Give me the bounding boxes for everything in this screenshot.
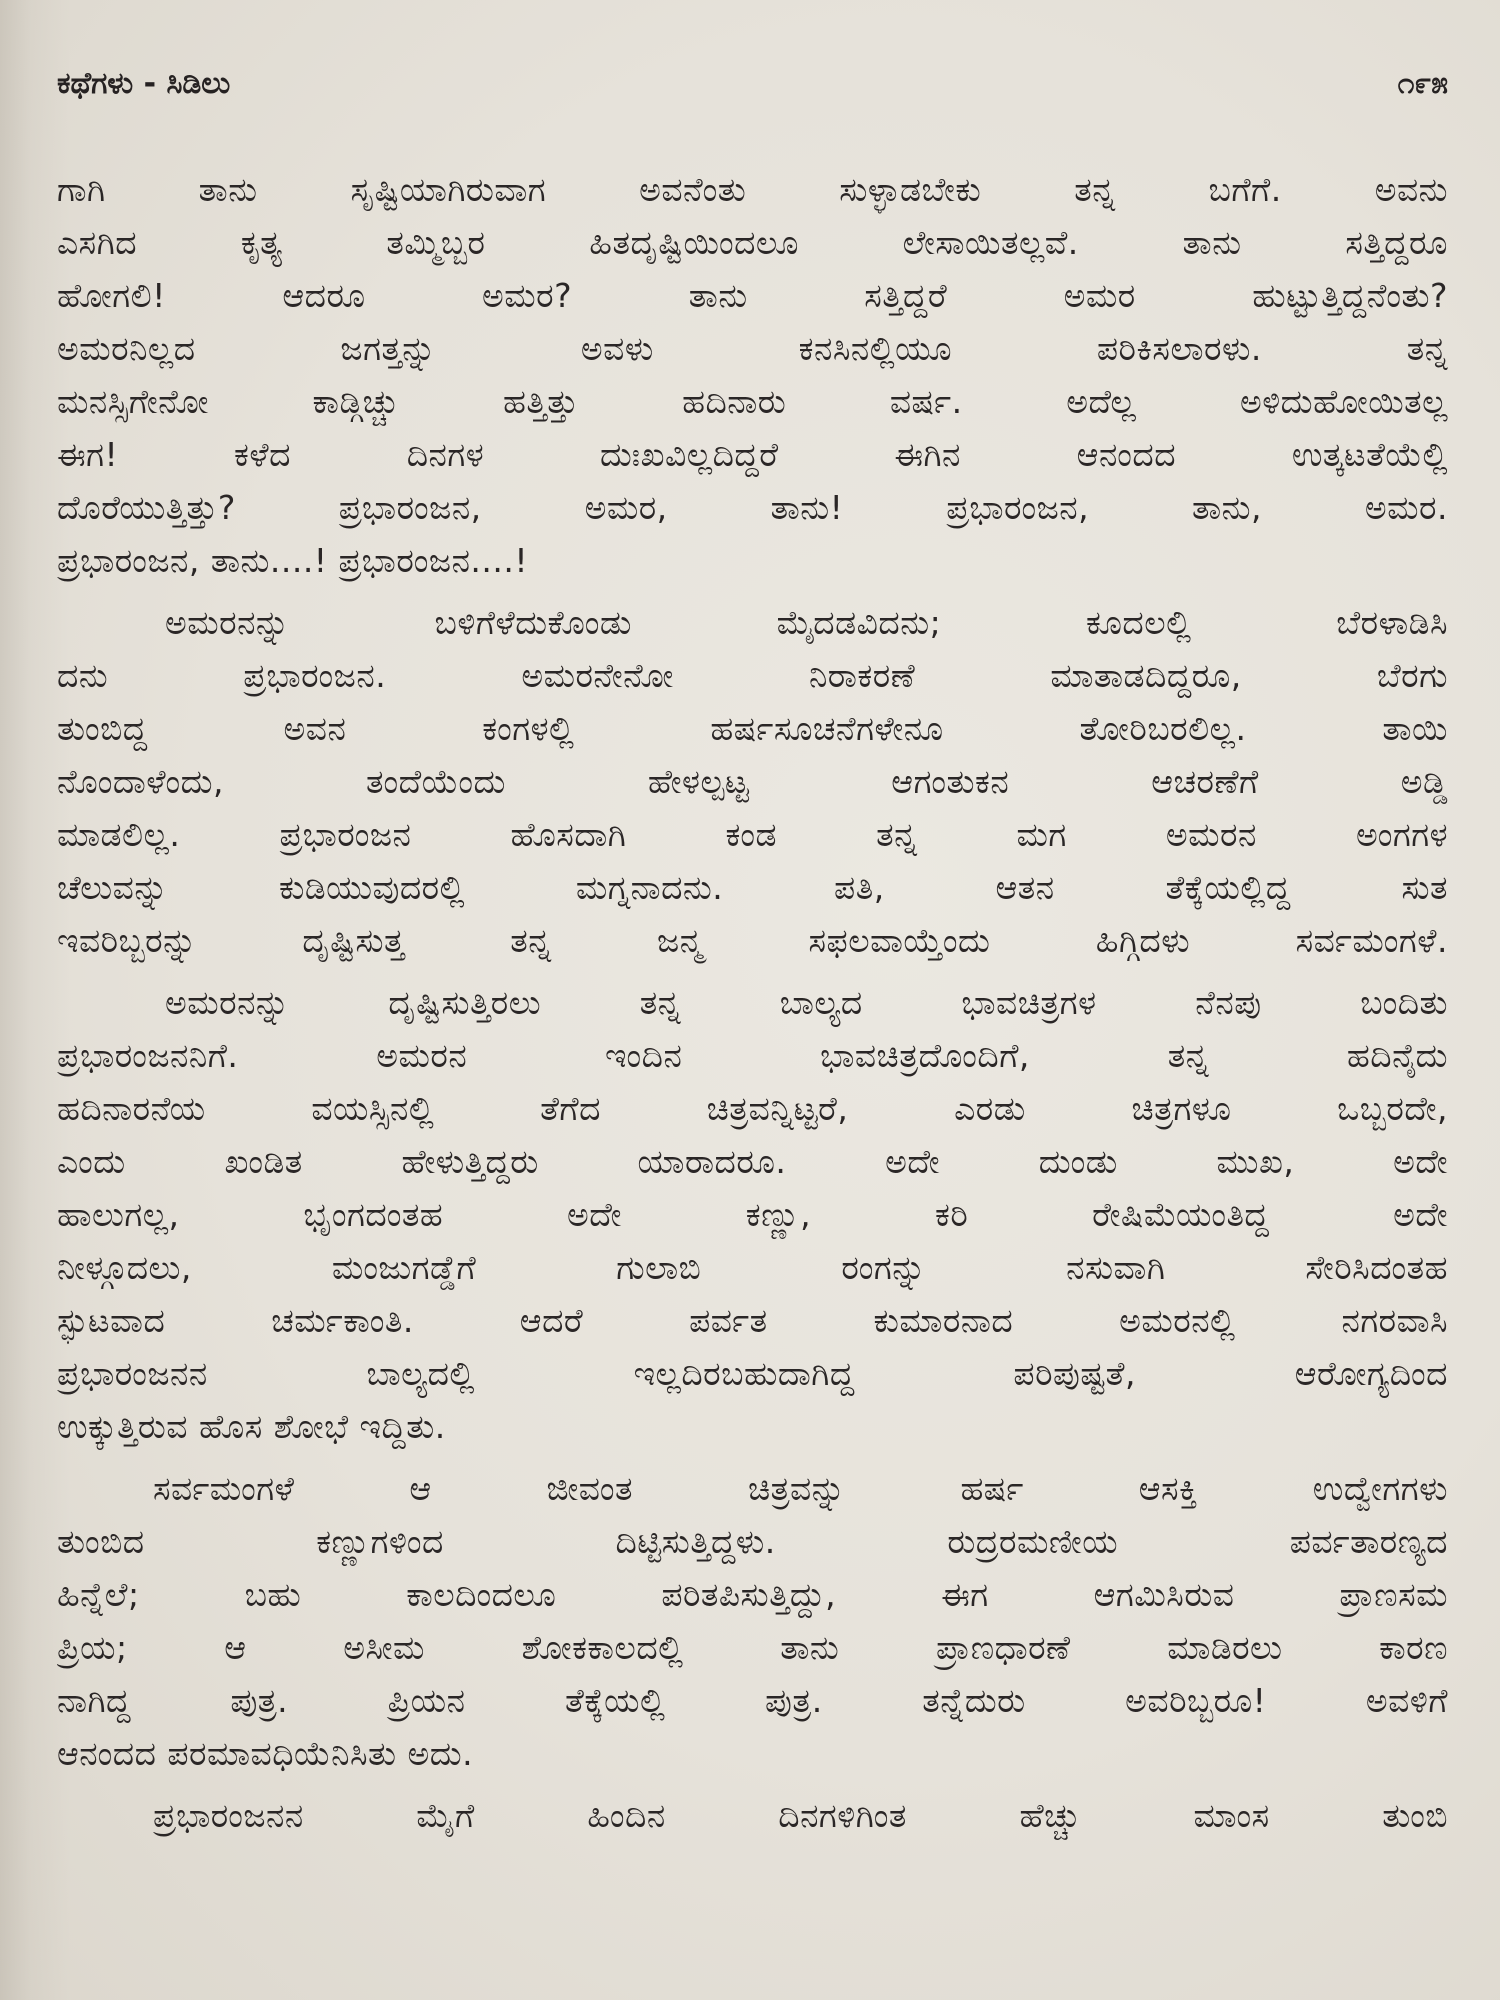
running-head-title: ಕಥೆಗಳು - ಸಿಡಿಲು	[57, 65, 231, 101]
text-line: ಪ್ರಭಾರಂಜನ, ತಾನು....! ಪ್ರಭಾರಂಜನ....!	[57, 541, 529, 580]
body-text	[57, 163, 1448, 1842]
text-line: ಗಾಗಿ ತಾನು ಸೃಷ್ಟಿಯಾಗಿರುವಾಗ ಅವನೆಂತು ಸುಳ್ಳಾಡಬೇಕು ತನ್ನ ಬಗೆಗೆ. ಅವನು	[57, 170, 1448, 209]
text-line: ದನು ಪ್ರಭಾರಂಜನ. ಅಮರನೇನೋ ನಿರಾಕರಣೆ ಮಾತಾಡದಿದ್ದರೂ, ಬೆರಗು	[57, 656, 1448, 695]
text-line: ಪ್ರಭಾರಂಜನನಿಗೆ. ಅಮರನ ಇಂದಿನ ಭಾವಚಿತ್ರದೊಂದಿಗೆ, ತನ್ನ ಹದಿನೈದು	[57, 1036, 1448, 1075]
text-line: ಪ್ರಭಾರಂಜನನ ಮೈಗೆ ಹಿಂದಿನ ದಿನಗಳಿಗಿಂತ ಹೆಚ್ಚು ಮಾಂಸ ತುಂಬಿ	[153, 1796, 1448, 1835]
text-line: ಅಮರನನ್ನು ಬಳಿಗೆಳೆದುಕೊಂಡು ಮೈದಡವಿದನು; ಕೂದಲಲ್ಲಿ ಬೆರಳಾಡಿಸಿ	[165, 603, 1448, 642]
paragraph	[57, 1789, 1448, 1842]
text-line: ಪ್ರಭಾರಂಜನನ ಬಾಲ್ಯದಲ್ಲಿ ಇಲ್ಲದಿರಬಹುದಾಗಿದ್ದ ಪರಿಪುಷ್ಟತೆ, ಆರೋಗ್ಯದಿಂದ	[57, 1354, 1448, 1393]
text-line: ಹಿನ್ನೆಲೆ; ಬಹು ಕಾಲದಿಂದಲೂ ಪರಿತಪಿಸುತ್ತಿದ್ದು, ಈಗ ಆಗಮಿಸಿರುವ ಪ್ರಾಣಸಮ	[57, 1575, 1448, 1614]
text-line: ಆನಂದದ ಪರಮಾವಧಿಯೆನಿಸಿತು ಅದು.	[57, 1734, 474, 1773]
text-line: ನೊಂದಾಳೆಂದು, ತಂದೆಯೆಂದು ಹೇಳಲ್ಪಟ್ಟ ಆಗಂತುಕನ ಆಚರಣೆಗೆ ಅಡ್ಡಿ	[57, 762, 1448, 801]
text-line: ಅಮರನಿಲ್ಲದ ಜಗತ್ತನ್ನು ಅವಳು ಕನಸಿನಲ್ಲಿಯೂ ಪರಿಕಿಸಲಾರಳು. ತನ್ನ	[57, 329, 1448, 368]
text-line: ತುಂಬಿದ್ದ ಅವನ ಕಂಗಳಲ್ಲಿ ಹರ್ಷಸೂಚನೆಗಳೇನೂ ತೋರಿಬರಲಿಲ್ಲ. ತಾಯಿ	[57, 709, 1448, 748]
text-line: ಹೋಗಲಿ! ಆದರೂ ಅಮರ? ತಾನು ಸತ್ತಿದ್ದರೆ ಅಮರ ಹುಟ್ಟುತ್ತಿದ್ದನೆಂತು?	[57, 276, 1448, 315]
text-line: ಈಗ! ಕಳೆದ ದಿನಗಳ ದುಃಖವಿಲ್ಲದಿದ್ದರೆ ಈಗಿನ ಆನಂದದ ಉತ್ಕಟತೆಯೆಲ್ಲಿ	[57, 435, 1448, 474]
running-head	[57, 60, 1448, 106]
text-line: ಪ್ರಿಯ; ಆ ಅಸೀಮ ಶೋಕಕಾಲದಲ್ಲಿ ತಾನು ಪ್ರಾಣಧಾರಣೆ ಮಾಡಿರಲು ಕಾರಣ	[57, 1628, 1448, 1667]
text-line: ನಾಗಿದ್ದ ಪುತ್ರ. ಪ್ರಿಯನ ತೆಕ್ಕೆಯಲ್ಲಿ ಪುತ್ರ. ತನ್ನೆದುರು ಅವರಿಬ್ಬರೂ! ಅವಳಿಗೆ	[57, 1681, 1448, 1720]
text-line: ಅಮರನನ್ನು ದೃಷ್ಟಿಸುತ್ತಿರಲು ತನ್ನ ಬಾಲ್ಯದ ಭಾವಚಿತ್ರಗಳ ನೆನಪು ಬಂದಿತು	[165, 983, 1448, 1022]
text-line: ಸ್ಫುಟವಾದ ಚರ್ಮಕಾಂತಿ. ಆದರೆ ಪರ್ವತ ಕುಮಾರನಾದ ಅಮರನಲ್ಲಿ ನಗರವಾಸಿ	[57, 1301, 1448, 1340]
page-number: ೧೯೫	[1397, 65, 1448, 101]
paragraph	[57, 163, 1448, 587]
text-line: ನೀಳ್ಗೂದಲು, ಮಂಜುಗಡ್ಡೆಗೆ ಗುಲಾಬಿ ರಂಗನ್ನು ನಸುವಾಗಿ ಸೇರಿಸಿದಂತಹ	[57, 1248, 1448, 1287]
text-line: ಹದಿನಾರನೆಯ ವಯಸ್ಸಿನಲ್ಲಿ ತೆಗೆದ ಚಿತ್ರವನ್ನಿಟ್ಟರೆ, ಎರಡು ಚಿತ್ರಗಳೂ ಒಬ್ಬರದೇ,	[57, 1089, 1448, 1128]
text-line: ತುಂಬಿದ ಕಣ್ಣುಗಳಿಂದ ದಿಟ್ಟಿಸುತ್ತಿದ್ದಳು. ರುದ್ರರಮಣೀಯ ಪರ್ವತಾರಣ್ಯದ	[57, 1522, 1448, 1561]
text-line: ಉಕ್ಕುತ್ತಿರುವ ಹೊಸ ಶೋಭೆ ಇದ್ದಿತು.	[57, 1407, 446, 1446]
text-line: ಚೆಲುವನ್ನು ಕುಡಿಯುವುದರಲ್ಲಿ ಮಗ್ನನಾದನು. ಪತಿ, ಆತನ ತೆಕ್ಕೆಯಲ್ಲಿದ್ದ ಸುತ	[57, 868, 1448, 907]
text-line: ಮಾಡಲಿಲ್ಲ. ಪ್ರಭಾರಂಜನ ಹೊಸದಾಗಿ ಕಂಡ ತನ್ನ ಮಗ ಅಮರನ ಅಂಗಗಳ	[57, 815, 1448, 854]
text-line: ದೊರೆಯುತ್ತಿತ್ತು? ಪ್ರಭಾರಂಜನ, ಅಮರ, ತಾನು! ಪ್ರಭಾರಂಜನ, ತಾನು, ಅಮರ.	[57, 488, 1448, 527]
text-line: ಮನಸ್ಸಿಗೇನೋ ಕಾಡ್ಗಿಚ್ಚು ಹತ್ತಿತ್ತು ಹದಿನಾರು ವರ್ಷ. ಅದೆಲ್ಲ ಅಳಿದುಹೋಯಿತಲ್ಲ	[57, 382, 1448, 421]
text-line: ಹಾಲುಗಲ್ಲ, ಭೃಂಗದಂತಹ ಅದೇ ಕಣ್ಣು, ಕರಿ ರೇಷಿಮೆಯಂತಿದ್ದ ಅದೇ	[57, 1195, 1448, 1234]
paragraph	[57, 1462, 1448, 1780]
text-line: ಸರ್ವಮಂಗಳೆ ಆ ಜೀವಂತ ಚಿತ್ರವನ್ನು ಹರ್ಷ ಆಸಕ್ತಿ ಉದ್ವೇಗಗಳು	[153, 1469, 1448, 1508]
text-line: ಎಸಗಿದ ಕೃತ್ಯ ತಮ್ಮಿಬ್ಬರ ಹಿತದೃಷ್ಟಿಯಿಂದಲೂ ಲೇಸಾಯಿತಲ್ಲವೆ. ತಾನು ಸತ್ತಿದ್ದರೂ	[57, 223, 1448, 262]
text-line: ಎಂದು ಖಂಡಿತ ಹೇಳುತ್ತಿದ್ದರು ಯಾರಾದರೂ. ಅದೇ ದುಂಡು ಮುಖ, ಅದೇ	[57, 1142, 1448, 1181]
paragraph	[57, 596, 1448, 967]
paragraph	[57, 976, 1448, 1453]
text-line: ಇವರಿಬ್ಬರನ್ನು ದೃಷ್ಟಿಸುತ್ತ ತನ್ನ ಜನ್ಮ ಸಫಲವಾಯ್ತೆಂದು ಹಿಗ್ಗಿದಳು ಸರ್ವಮಂಗಳೆ.	[57, 921, 1448, 960]
